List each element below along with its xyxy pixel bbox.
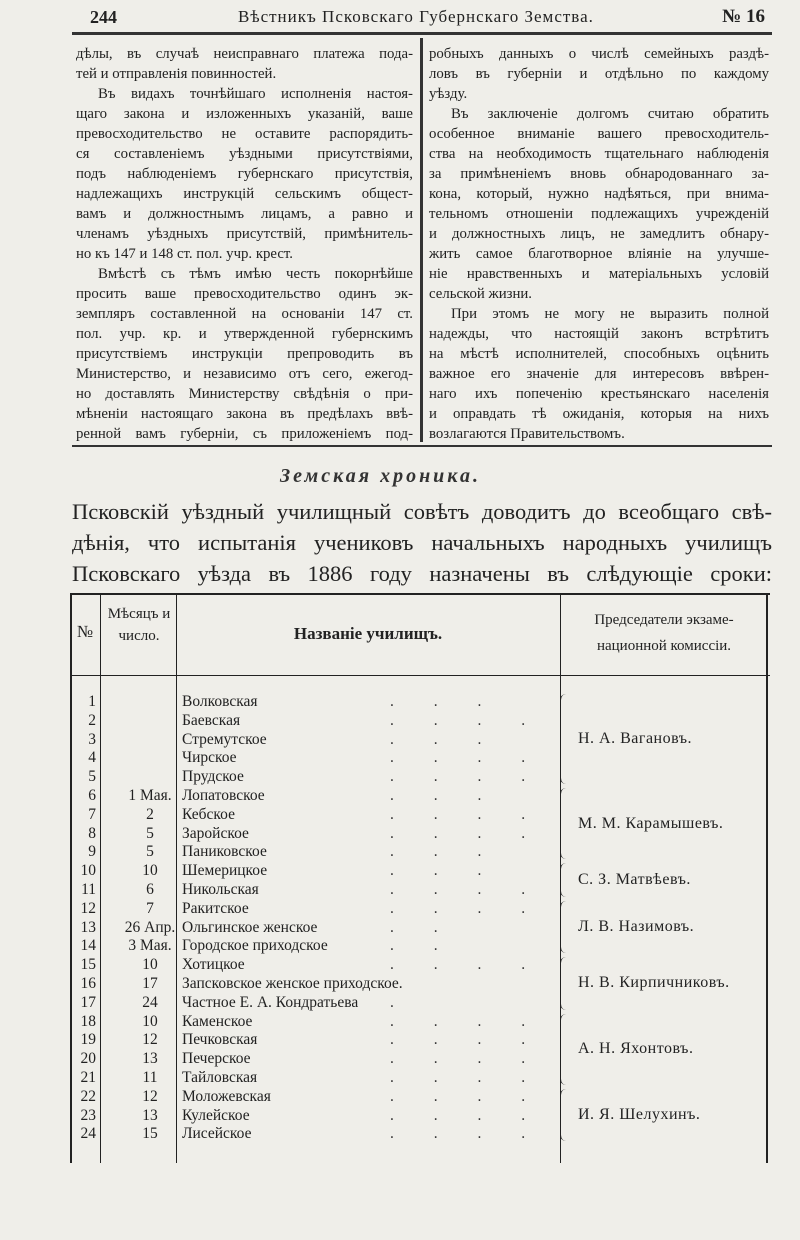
row-number: 10 xyxy=(80,862,96,880)
column-header-number: № xyxy=(76,622,94,641)
exam-date: 6 xyxy=(146,881,154,898)
exam-date: 1 Мая. xyxy=(128,787,172,804)
table-row xyxy=(70,768,770,786)
left-column-text-line: подъ наблюденіемъ губернскаго присутствія, xyxy=(76,166,413,182)
exam-date: 11 xyxy=(142,1069,158,1086)
school-name: Заройское xyxy=(182,824,249,842)
school-name: Лопатовское xyxy=(182,787,265,804)
school-name: Тайловская xyxy=(182,1069,258,1086)
school-name: Хотицкое xyxy=(182,956,245,974)
right-column-text-line: возлагаются Правительствомъ. xyxy=(429,426,625,442)
left-column-text-line: превосходительство не оставите распорядить- xyxy=(76,126,413,142)
school-name: Прудское xyxy=(182,768,244,786)
group-brace xyxy=(560,1014,569,1085)
leader-dots: . . . . xyxy=(390,824,544,842)
leader-dots: . . . . xyxy=(390,956,544,974)
left-column-text-line: просить ваше превосходительство одинъ эк- xyxy=(76,286,413,302)
row-number: 1 xyxy=(88,693,96,710)
leader-dots: . . . . xyxy=(390,1125,544,1143)
right-column-text-line: сельской жизни. xyxy=(429,286,532,302)
chairman-name: Н. А. Вагановъ. xyxy=(578,730,693,747)
row-number: 23 xyxy=(80,1106,96,1124)
section-heading: Земская хроника. xyxy=(280,465,481,487)
right-text-column xyxy=(429,44,769,444)
school-name: Городское приходское xyxy=(182,937,328,955)
left-column-text-line: дѣлы, въ случаѣ неисправнаго платежа пода- xyxy=(76,46,413,62)
group-brace xyxy=(560,863,569,897)
section-rule xyxy=(72,445,772,447)
right-column-text-line: ніе нравственныхъ и матеріальныхъ условій xyxy=(429,266,769,282)
school-name: Лисейское xyxy=(182,1125,252,1143)
right-column-text-line: особенное вниманіе вашего превосходитель- xyxy=(429,126,769,142)
right-column-text-line: уѣзду. xyxy=(429,86,468,102)
leader-dots: . . xyxy=(390,937,456,955)
chairman-name: И. Я. Шелухинъ. xyxy=(578,1106,701,1123)
left-column-text-line: но доставлять Министерству свѣдѣнія о при- xyxy=(76,386,413,402)
school-name: Кулейское xyxy=(182,1106,250,1124)
exam-date: 26 Апр. xyxy=(124,918,176,936)
right-column-text-line: робныхъ данныхъ о числѣ семейныхъ раздѣ- xyxy=(429,46,769,62)
group-brace xyxy=(560,957,569,1009)
exam-date: 10 xyxy=(142,956,158,974)
exam-date: 3 Мая. xyxy=(128,937,172,955)
leader-dots: . . . . xyxy=(390,1069,544,1086)
left-column-text-line: пол. учр. кр. и утвержденной губернскимъ xyxy=(76,326,413,342)
leader-dots: . . . xyxy=(390,730,500,748)
row-number: 7 xyxy=(88,805,96,823)
exam-date: 10 xyxy=(142,1012,158,1030)
left-column-text-line: тей и отправленія повинностей. xyxy=(76,66,277,82)
school-name: Моложевская xyxy=(182,1087,271,1105)
left-text-column xyxy=(76,44,413,444)
page-number: 244 xyxy=(90,7,117,27)
school-name: Стремутское xyxy=(182,730,267,748)
right-column-text-line: и должностныхъ лицъ, не замедлитъ обнару- xyxy=(429,226,769,242)
leader-dots: . xyxy=(390,993,412,1011)
row-number: 19 xyxy=(80,1031,96,1049)
row-number: 2 xyxy=(88,711,96,729)
table-row xyxy=(70,1088,770,1106)
row-number: 18 xyxy=(80,1012,96,1030)
exam-date: 12 xyxy=(142,1087,158,1105)
row-number: 9 xyxy=(88,843,96,861)
exam-date: 5 xyxy=(146,824,154,842)
left-column-text-line: ренной вамъ губерніи, съ приложеніемъ под- xyxy=(76,426,413,442)
exam-date: 15 xyxy=(142,1125,158,1143)
row-number: 24 xyxy=(80,1125,96,1143)
school-name: Кебское xyxy=(182,805,235,823)
row-number: 6 xyxy=(88,787,96,804)
table-row xyxy=(70,994,770,1012)
leader-dots: . . . xyxy=(390,843,500,861)
left-column-text-line: Министерство, и независимо отъ сего, ежегод- xyxy=(76,366,413,382)
left-column-text-line: вамъ и должностнымъ лицамъ, а равно и xyxy=(76,206,413,222)
notice-line: Псковскаго уѣзда въ 1886 году назначены въ слѣдующіе сроки: xyxy=(72,561,772,586)
school-name: Частное Е. А. Кондратьева xyxy=(182,993,359,1011)
right-column-text-line: При этомъ не могу не выразить полной xyxy=(451,306,769,322)
leader-dots: . . . xyxy=(390,693,500,710)
right-column-text-line: тельномъ отношеніи подлежащихъ учрежденій xyxy=(429,206,769,222)
table-row xyxy=(70,1125,770,1143)
left-column-text-line: членамъ уѣздныхъ присутствій, примѣнитель- xyxy=(76,226,413,242)
table-row xyxy=(70,787,770,805)
right-column-text-line: жить самое благотворное вліяніе на улучше- xyxy=(429,246,769,262)
left-column-text-line: мѣненіи настоящаго закона въ предѣлахъ ввѣ- xyxy=(76,406,413,422)
right-column-text-line: кона, который, нужно надѣяться, при внима- xyxy=(429,186,769,202)
right-column-text-line: важное его значеніе для интересовъ ввѣрен- xyxy=(429,366,769,382)
right-column-text-line: ства на необходимость тщательнаго наблюденія xyxy=(429,146,769,162)
school-name: Каменское xyxy=(182,1012,253,1030)
table-row xyxy=(70,956,770,974)
chairman-name: С. З. Матвѣевъ. xyxy=(578,871,691,888)
table-row xyxy=(70,712,770,730)
leader-dots: . . xyxy=(390,918,456,936)
row-number: 8 xyxy=(88,824,96,842)
school-name: Запсковское женское приходское. xyxy=(182,975,403,992)
right-column-text-line: надежды, что настоящій законъ встрѣтитъ xyxy=(429,326,769,342)
table-row xyxy=(70,693,770,711)
row-number: 15 xyxy=(80,956,96,974)
issue-number: № 16 xyxy=(722,6,765,27)
row-number: 17 xyxy=(80,993,96,1011)
chairman-name: Н. В. Кирпичниковъ. xyxy=(578,974,730,992)
right-column-text-line: наго ихъ попеченію крестьянскаго населенія xyxy=(429,386,769,402)
right-column-text-line: за примѣненіемъ вновь обнародованнаго за- xyxy=(429,166,769,182)
row-number: 11 xyxy=(81,881,96,898)
table-row xyxy=(70,1069,770,1087)
table-row xyxy=(70,937,770,955)
leader-dots: . . . . xyxy=(390,1087,544,1105)
chairman-name: М. М. Карамышевъ. xyxy=(578,814,724,832)
row-number: 13 xyxy=(80,918,96,936)
school-name: Ольгинское женское xyxy=(182,918,318,936)
column-header-school: Названіе училищъ. xyxy=(293,624,443,643)
leader-dots: . . . . xyxy=(390,768,544,786)
notice-line: Псковскій уѣздный училищный совѣтъ доводитъ до всеобщаго свѣ- xyxy=(72,499,772,524)
leader-dots: . . . . xyxy=(390,1031,544,1049)
group-brace xyxy=(560,694,569,784)
group-brace xyxy=(560,1089,569,1141)
row-number: 12 xyxy=(80,899,96,917)
chairman-name: Л. В. Назимовъ. xyxy=(578,918,695,935)
leader-dots: . . . . xyxy=(390,805,544,823)
table-row xyxy=(70,843,770,861)
left-column-text-line: присутствіемъ инструкціи препроводить въ xyxy=(76,346,413,362)
column-divider xyxy=(420,38,423,442)
exam-date: 12 xyxy=(142,1031,158,1049)
row-number: 5 xyxy=(88,768,96,786)
right-column-text-line: и оправдать тѣ ожиданія, которыя на нихъ xyxy=(429,406,769,422)
left-column-text-line: ся составленіемъ уѣздными присутствіями, xyxy=(76,146,413,162)
left-column-text-line: щаго закона и изложенныхъ указаній, ваше xyxy=(76,106,413,122)
row-number: 16 xyxy=(80,975,96,992)
school-name: Ракитское xyxy=(182,899,249,917)
left-column-text-line: Вмѣстѣ съ тѣмъ имѣю честь покорнѣйше xyxy=(98,266,413,282)
notice-line: дѣнія, что испытанія учениковъ начальныхъ народныхъ училищъ xyxy=(72,530,772,555)
school-name: Баевская xyxy=(182,711,241,729)
exam-date: 13 xyxy=(142,1050,158,1068)
group-brace xyxy=(560,901,569,953)
exam-date: 7 xyxy=(146,899,154,917)
table-row xyxy=(70,1013,770,1031)
school-name: Чирское xyxy=(182,749,237,767)
leader-dots: . . . . xyxy=(390,1012,544,1030)
leader-dots: . . . . xyxy=(390,881,544,898)
left-column-text-line: земпляръ составленной на основаніи 147 ст. xyxy=(76,306,413,322)
school-name: Паниковское xyxy=(182,843,267,861)
header-rule xyxy=(72,32,772,35)
left-column-text-line: но къ 147 и 148 ст. пол. учр. крест. xyxy=(76,246,293,262)
school-name: Печерское xyxy=(182,1050,251,1068)
leader-dots: . . . . xyxy=(390,749,544,767)
row-number: 22 xyxy=(80,1087,96,1105)
chairman-name: А. Н. Яхонтовъ. xyxy=(578,1040,694,1058)
school-name: Шемерицкое xyxy=(182,862,268,880)
right-column-text-line: на мѣстѣ исполнителей, способныхъ оцѣнить xyxy=(429,346,769,362)
leader-dots: . . . . xyxy=(390,1050,544,1068)
leader-dots: . . . xyxy=(390,862,500,880)
leader-dots: . . . . xyxy=(390,1106,544,1124)
column-header-date: Мѣсяцъ и число. xyxy=(107,606,171,644)
leader-dots: . . . . xyxy=(390,899,544,917)
right-column-text-line: ловъ въ губерніи и отдѣльно по каждому xyxy=(429,66,769,82)
row-number: 4 xyxy=(88,749,96,767)
exam-date: 2 xyxy=(146,805,154,823)
running-header xyxy=(88,6,773,28)
row-number: 3 xyxy=(88,730,96,748)
left-column-text-line: Въ видахъ точнѣйшаго исполненія настоя- xyxy=(98,86,413,102)
exam-date: 17 xyxy=(142,975,158,992)
table-row xyxy=(70,749,770,767)
table-row xyxy=(70,900,770,918)
exam-date: 10 xyxy=(142,862,158,880)
journal-title: Вѣстникъ Псковскаго Губернскаго Земства. xyxy=(238,7,594,26)
exam-schedule-table xyxy=(70,593,770,1163)
row-number: 20 xyxy=(80,1050,96,1068)
leader-dots: . . . . xyxy=(390,711,544,729)
group-brace xyxy=(560,788,569,859)
leader-dots: . . . xyxy=(390,787,500,804)
school-name: Никольская xyxy=(182,881,259,898)
school-name: Печковская xyxy=(182,1031,258,1049)
school-name: Волковская xyxy=(182,693,258,710)
row-number: 21 xyxy=(80,1069,96,1086)
exam-notice xyxy=(72,496,772,589)
column-header-chairman: Председатели экзаме-национной комиссіи. xyxy=(594,612,734,654)
exam-date: 24 xyxy=(142,993,158,1011)
row-number: 14 xyxy=(80,937,96,955)
right-column-text-line: Въ заключеніе долгомъ считаю обратить xyxy=(451,106,769,122)
exam-date: 13 xyxy=(142,1106,158,1124)
exam-date: 5 xyxy=(146,843,154,861)
left-column-text-line: надлежащихъ инструкцій сельскимъ общест- xyxy=(76,186,413,202)
